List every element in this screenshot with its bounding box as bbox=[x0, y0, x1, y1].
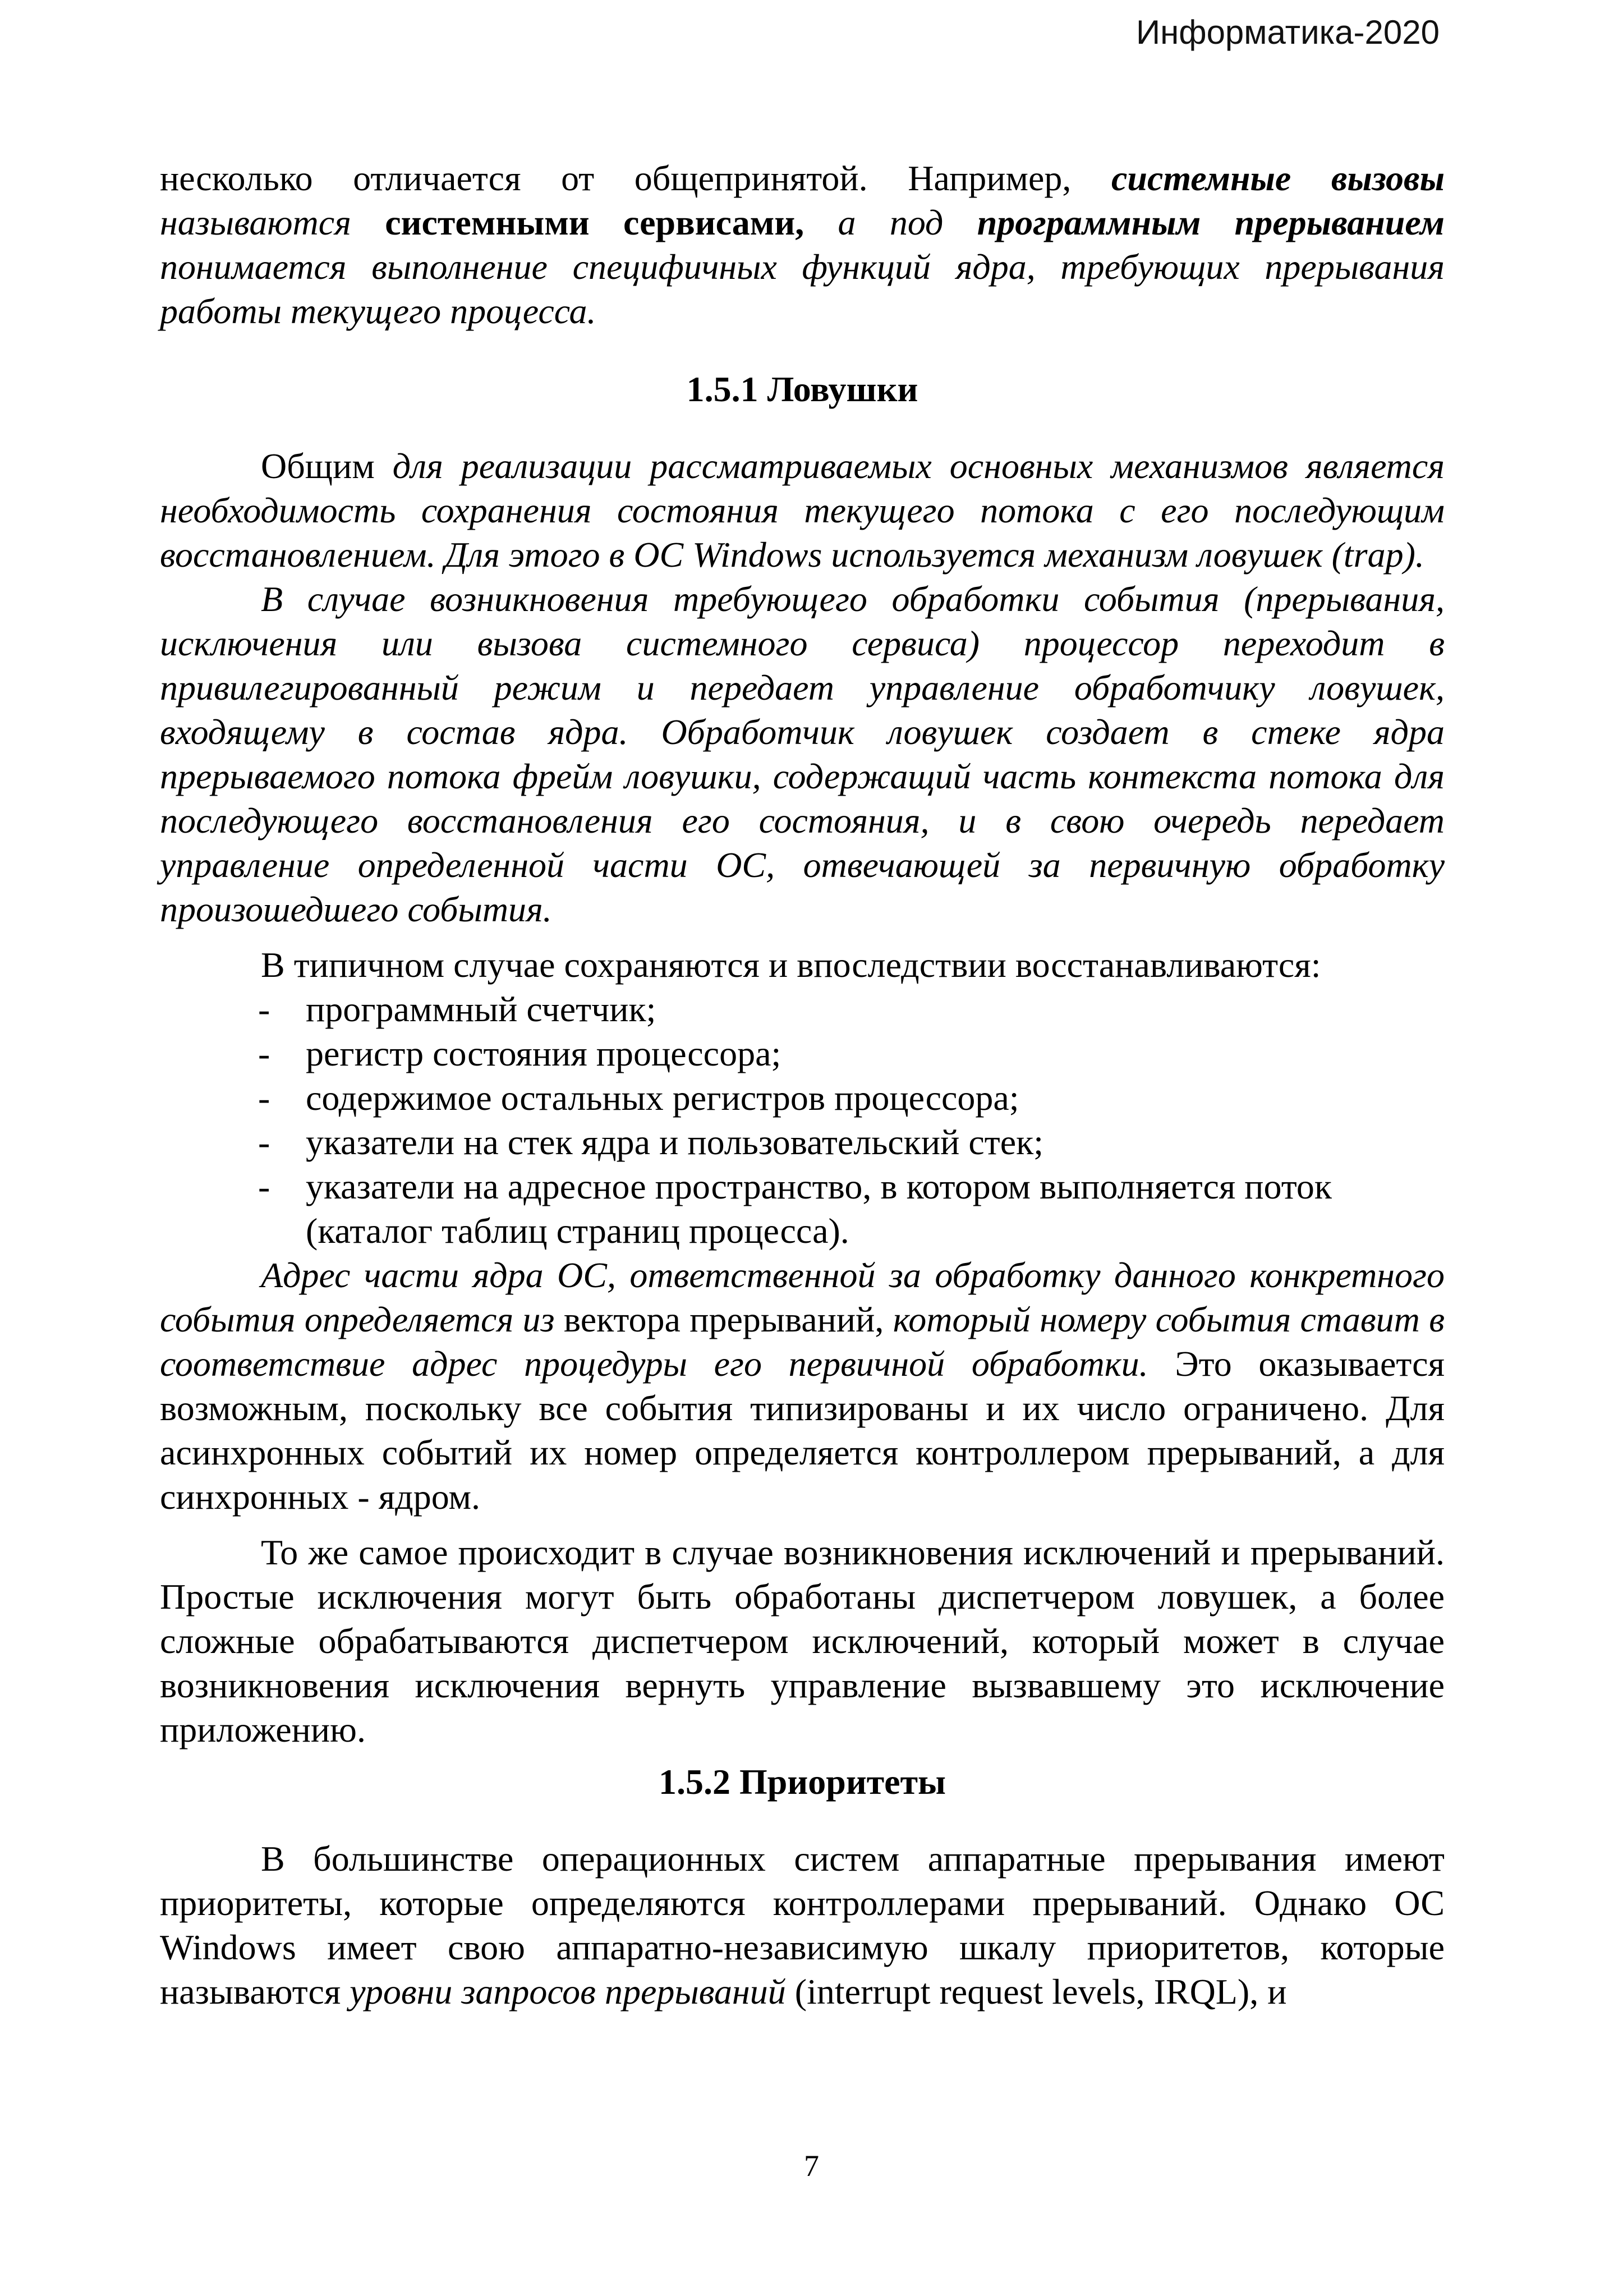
list-item bbox=[160, 1076, 1445, 1120]
traps-p4-b: вектора прерываний, bbox=[554, 1299, 893, 1339]
list-item-text: содержимое остальных регистров процессора; bbox=[306, 1078, 1019, 1118]
priorities-p1-c: (interrupt request levels, IRQL), и bbox=[785, 1972, 1287, 2012]
term-irql: уровни запросов прерываний bbox=[350, 1972, 786, 2012]
list-item-text: программный счетчик; bbox=[306, 989, 656, 1029]
term-system-calls: системные вызовы bbox=[1111, 158, 1445, 198]
traps-p4-a: Адрес части ядра ОС, ответственной за обработку данного конкретного события определяется из bbox=[160, 1255, 1445, 1339]
section-heading-priorities: 1.5.2 Приоритеты bbox=[659, 1762, 946, 1802]
priorities-paragraph-1 bbox=[160, 1836, 1445, 2014]
list-dash: - bbox=[258, 1167, 270, 1206]
priorities-p1-a: В большинстве операционных систем аппаратные прерывания имеют приоритеты, которые определяются контроллерами прерываний. Однако ОС Windows имеет свою аппаратно-независимую шкалу приоритетов, которые называются bbox=[160, 1839, 1445, 2012]
traps-p1-rest: для реализации рассматриваемых основных механизмов является необходимость сохранения состояния текущего потока с его последующим восстановлением. Для этого в ОС Windows используется механизм ловушек (trap). bbox=[160, 446, 1445, 575]
term-software-interrupt: программным прерыванием bbox=[977, 203, 1445, 242]
page-body bbox=[160, 156, 1445, 2014]
traps-paragraph-3: В типичном случае сохраняются и впоследствии восстанавливаются: bbox=[261, 945, 1321, 985]
intro-text-7: понимается выполнение специфичных функций ядра, требующих прерывания работы текущего процесса. bbox=[160, 247, 1445, 331]
list-dash: - bbox=[258, 989, 270, 1029]
list-item bbox=[160, 987, 1445, 1031]
list-dash: - bbox=[258, 1034, 270, 1073]
traps-paragraph-4 bbox=[160, 1253, 1445, 1519]
traps-paragraph-5: То же самое происходит в случае возникновения исключений и прерываний. Простые исключения могут быть обработаны диспетчером ловушек, а более сложные обрабатываются диспетчером исключений, который может в случае возникновения исключения вернуть управление вызвавшему это исключение приложению. bbox=[160, 1532, 1445, 1749]
traps-p4-d: Это оказывается возможным, поскольку все события типизированы и их число ограничено. Для асинхронных событий их номер определяется контроллером прерываний, а для синхронных - ядром. bbox=[160, 1344, 1445, 1517]
traps-p1-lead: Общим bbox=[261, 446, 375, 486]
list-item-text: указатели на стек ядра и пользовательский стек; bbox=[306, 1122, 1044, 1162]
list-dash: - bbox=[258, 1078, 270, 1118]
list-item bbox=[160, 1120, 1445, 1164]
section-heading-traps: 1.5.1 Ловушки bbox=[686, 369, 918, 409]
list-dash: - bbox=[258, 1122, 270, 1162]
list-item bbox=[160, 1031, 1445, 1076]
list-item-text: указатели на адресное пространство, в котором выполняется поток (каталог таблиц страниц процесса). bbox=[306, 1167, 1332, 1251]
intro-text-1: несколько отличается от общепринятой. Например, bbox=[160, 158, 1111, 198]
term-system-services: системными сервисами, bbox=[385, 203, 804, 242]
intro-text-5: а под bbox=[804, 203, 977, 242]
traps-p4-c: который номеру события ставит в соответствие адрес процедуры его первичной обработки. bbox=[160, 1299, 1445, 1384]
list-item-text: регистр состояния процессора; bbox=[306, 1034, 781, 1073]
saved-state-list bbox=[160, 987, 1445, 1253]
page-number: 7 bbox=[804, 2149, 819, 2183]
running-header: Информатика-2020 bbox=[1135, 13, 1440, 51]
traps-paragraph-1 bbox=[160, 444, 1445, 577]
intro-text-3: называются bbox=[160, 203, 385, 242]
list-item bbox=[160, 1164, 1445, 1253]
traps-p2-text: В случае возникновения требующего обработки события (прерывания, исключения или вызова системного сервиса) процессор переходит в привилегированный режим и передает управление обработчику ловушек, входящему в состав ядра. Обработчик ловушек создает в стеке ядра прерываемого потока фрейм ловушки, содержащий часть контекста потока для последующего восстановления его состояния, и в свою очередь передает управление определенной части ОС, отвечающей за первичную обработку произошедшего события. bbox=[160, 579, 1445, 929]
intro-paragraph bbox=[160, 156, 1445, 333]
traps-paragraph-2 bbox=[160, 577, 1445, 931]
